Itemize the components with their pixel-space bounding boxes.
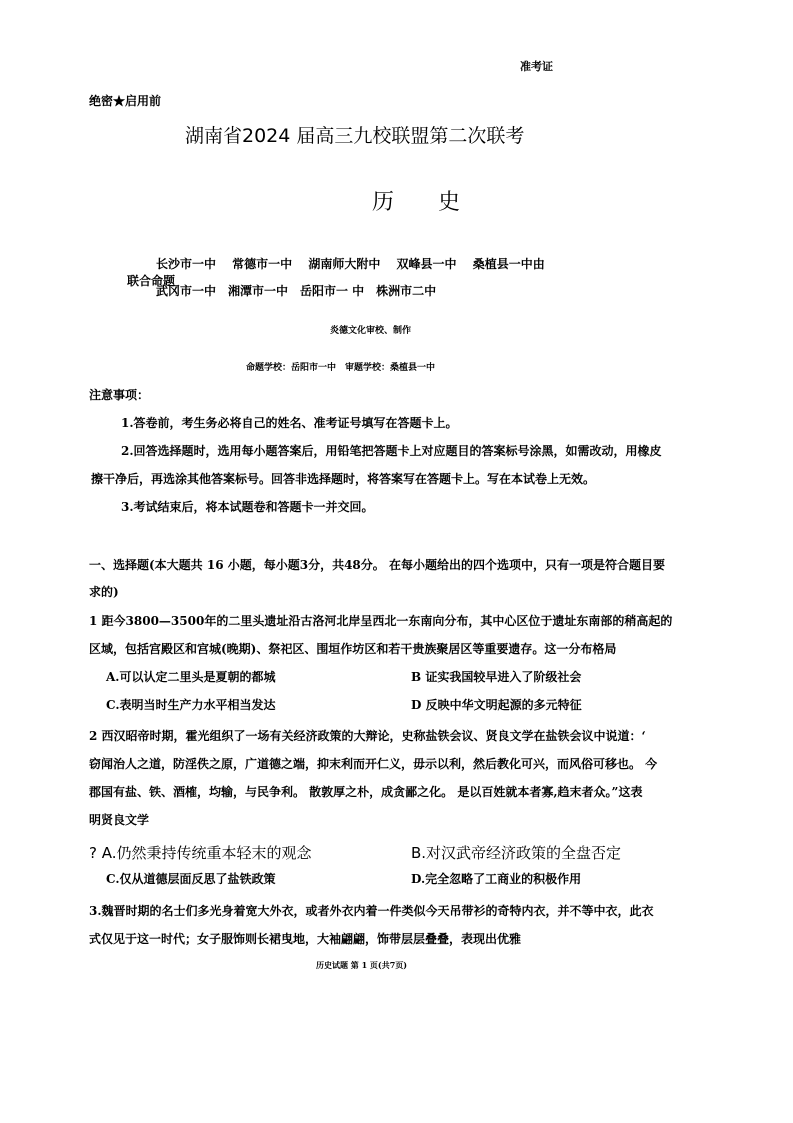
q2-option-c: C.仅从道德层面反思了盐铁政策 — [106, 872, 276, 886]
schools-row-2: 武冈市一中 湘潭市一中 岳阳市一 中 株洲市二中 — [156, 284, 437, 298]
q3-line-2: 式仅见于这一时代；女子服饰则长裙曳地，大袖翩翩，饰带层层叠叠，表现出优雅 — [89, 932, 522, 946]
q3-line-1: 3.魏晋时期的名士们多光身着宽大外衣，或者外衣内着一件类似今天吊带衫的奇特内衣，并不等中衣，此衣 — [89, 904, 654, 918]
q2-option-b: B.对汉武帝经济政策的全盘否定 — [411, 844, 622, 862]
schools-row-1: 长沙市一中 常德市一中 湖南师大附中 双峰县一中 桑植县一中由 — [156, 257, 545, 271]
q1-option-d: D 反映中华文明起源的多元特征 — [411, 698, 582, 712]
q2-line-2: 窃闻治人之道，防淫佚之原，广道德之端，抑末利而开仁义，毋示以利，然后教化可兴，而风俗可移也。 今 — [89, 757, 658, 771]
q1-option-a: A.可以认定二里头是夏朝的都城 — [106, 670, 276, 684]
notice-heading: 注意事项： — [89, 388, 150, 402]
section-1-line-2: 求的) — [89, 585, 119, 599]
notice-item-2-line-1: 2.回答选择题时，选用每小题答案后，用铅笔把答题卡上对应题目的答案标号涂黑，如需改动，用橡皮 — [121, 444, 662, 458]
subject-title: 历 史 — [372, 190, 461, 215]
q1-option-c: C.表明当时生产力水平相当发达 — [106, 698, 276, 712]
q1-line-2: 区域，包括宫殿区和宫城(晚期)、祭祀区、围垣作坊区和若干贵族聚居区等重要遗存。这一分布格局 — [89, 642, 617, 656]
notice-item-3: 3.考试结束后，将本试题卷和答题卡一并交回。 — [121, 500, 374, 514]
q2-option-a: ? A.仍然秉持传统重本轻末的观念 — [89, 844, 312, 862]
producer-line: 炎德文化审校、制作 — [330, 326, 412, 336]
page-footer: 历史试题 第 1 页(共7页) — [316, 960, 408, 970]
notice-item-2-line-2: 擦干净后，再选涂其他答案标号。回答非选择题时，将答案写在答题卡上。写在本试卷上无效。 — [91, 472, 596, 486]
ticket-label: 准考证 — [520, 60, 553, 73]
q1-option-b: B 证实我国较早进入了阶级社会 — [411, 670, 582, 684]
exam-title: 湖南省2024 届高三九校联盟第二次联考 — [185, 125, 525, 147]
q2-line-1: 2 西汉昭帝时期，霍光组织了一场有关经济政策的大辩论，史称盐铁会议、贤良文学在盐铁会议中说道：‘ — [89, 729, 646, 743]
secret-label: 绝密★启用前 — [89, 94, 162, 108]
q2-line-4: 明贤良文学 — [89, 813, 150, 827]
q2-option-d: D.完全忽略了工商业的积极作用 — [411, 872, 582, 886]
section-1-line-1: 一、选择题(本大题共 16 小题，每小题3分，共48分。 在每小题给出的四个选项中，只有一项是符合题目要 — [89, 558, 665, 572]
proposer-line: 命题学校：岳阳市一中 审题学校：桑植县一中 — [246, 363, 436, 373]
q2-line-3: 郡国有盐、铁、酒榷，均输，与民争利。 散敦厚之朴，成贪鄙之化。 是以百姓就本者寡,趋末者众。”这表 — [89, 785, 643, 799]
joint-proposition-label: 联合命题 — [127, 274, 176, 288]
q1-line-1: 1 距今3800—3500年的二里头遗址沿古洛河北岸呈西北一东南向分布，其中心区位于遗址东南部的稍高起的 — [89, 614, 673, 628]
notice-item-1: 1.答卷前，考生务必将自己的姓名、准考证号填写在答题卡上。 — [121, 416, 458, 430]
